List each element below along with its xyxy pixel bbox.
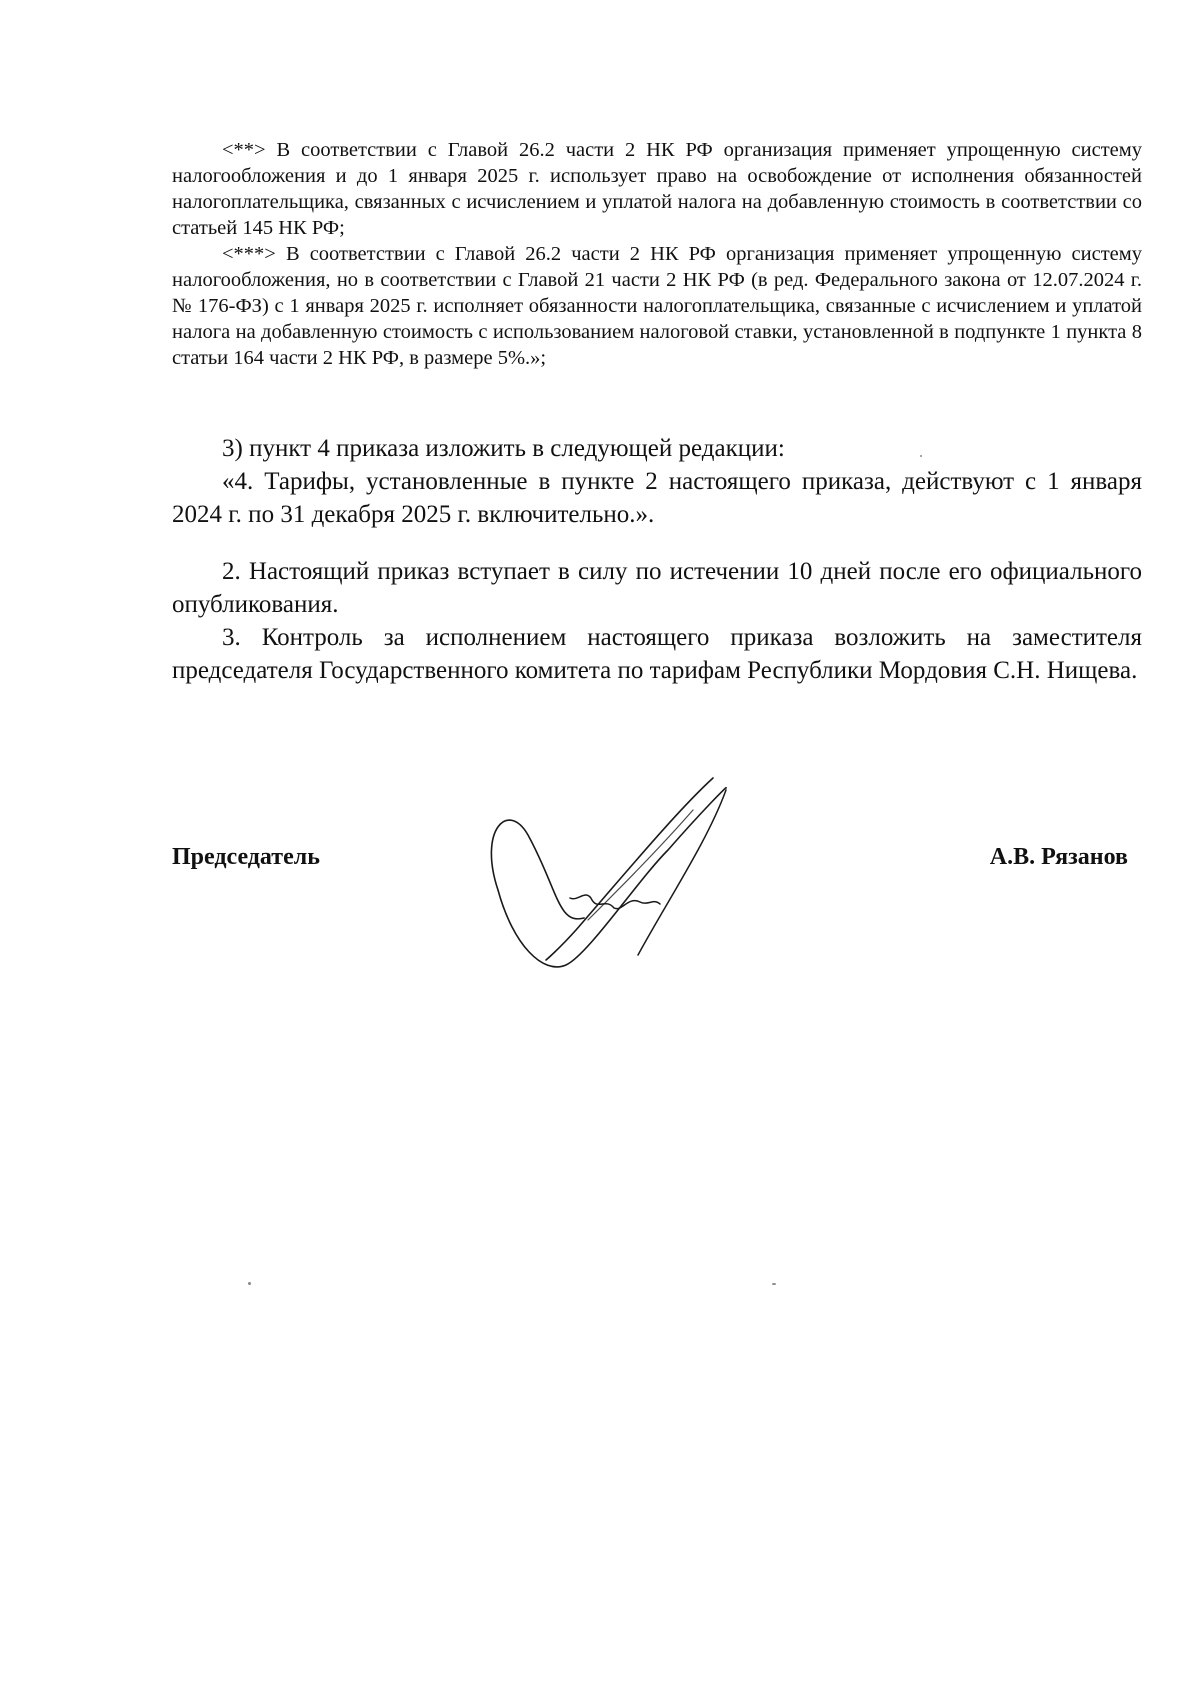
spacer <box>172 531 1142 555</box>
main-text <box>172 432 1142 687</box>
footnotes-section <box>172 137 1142 371</box>
footnote-triple-asterisk: <***> В соответствии с Главой 26.2 части 2 НК РФ организация применяет упрощенную систему налогообложения, но в соответствии с Главой 21 части 2 НК РФ (в ред. Федерального закона от 12.07.2024 г. № 176-ФЗ) с 1 января 2025 г. исполняет обязанности налогоплательщика, связанные с исчислением и уплатой налога на добавленную стоимость с использованием налоговой ставки, установленной в подпункте 1 пункта 8 статьи 164 части 2 НК РФ, в размере 5%.»; <box>172 243 1142 369</box>
signatory-position: Председатель <box>172 844 320 870</box>
signatory-name: А.В. Рязанов <box>989 844 1128 870</box>
scan-speck <box>772 1283 776 1285</box>
scan-speck <box>248 1282 251 1285</box>
clause-2: 2. Настоящий приказ вступает в силу по истечении 10 дней после его официального опубликования. <box>172 558 1142 618</box>
clause-3: 3. Контроль за исполнением настоящего приказа возложить на заместителя председателя Государственного комитета по тарифам Республики Мордовия С.Н. Нищева. <box>172 624 1142 684</box>
scan-speck <box>920 455 922 457</box>
amendment-item-3-text: «4. Тарифы, установленные в пункте 2 настоящего приказа, действуют с 1 января 2024 г. по 31 декабря 2025 г. включительно.». <box>172 468 1142 528</box>
footnote-double-asterisk: <**> В соответствии с Главой 26.2 части 2 НК РФ организация применяет упрощенную систему налогообложения и до 1 января 2025 г. использует право на освобождение от исполнения обязанностей налогоплательщика, связанных с исчислением и уплатой налога на добавленную стоимость в соответствии со статьей 145 НК РФ; <box>172 139 1142 239</box>
amendment-item-3: 3) пункт 4 приказа изложить в следующей редакции: <box>222 435 785 462</box>
handwritten-signature <box>488 770 788 1000</box>
